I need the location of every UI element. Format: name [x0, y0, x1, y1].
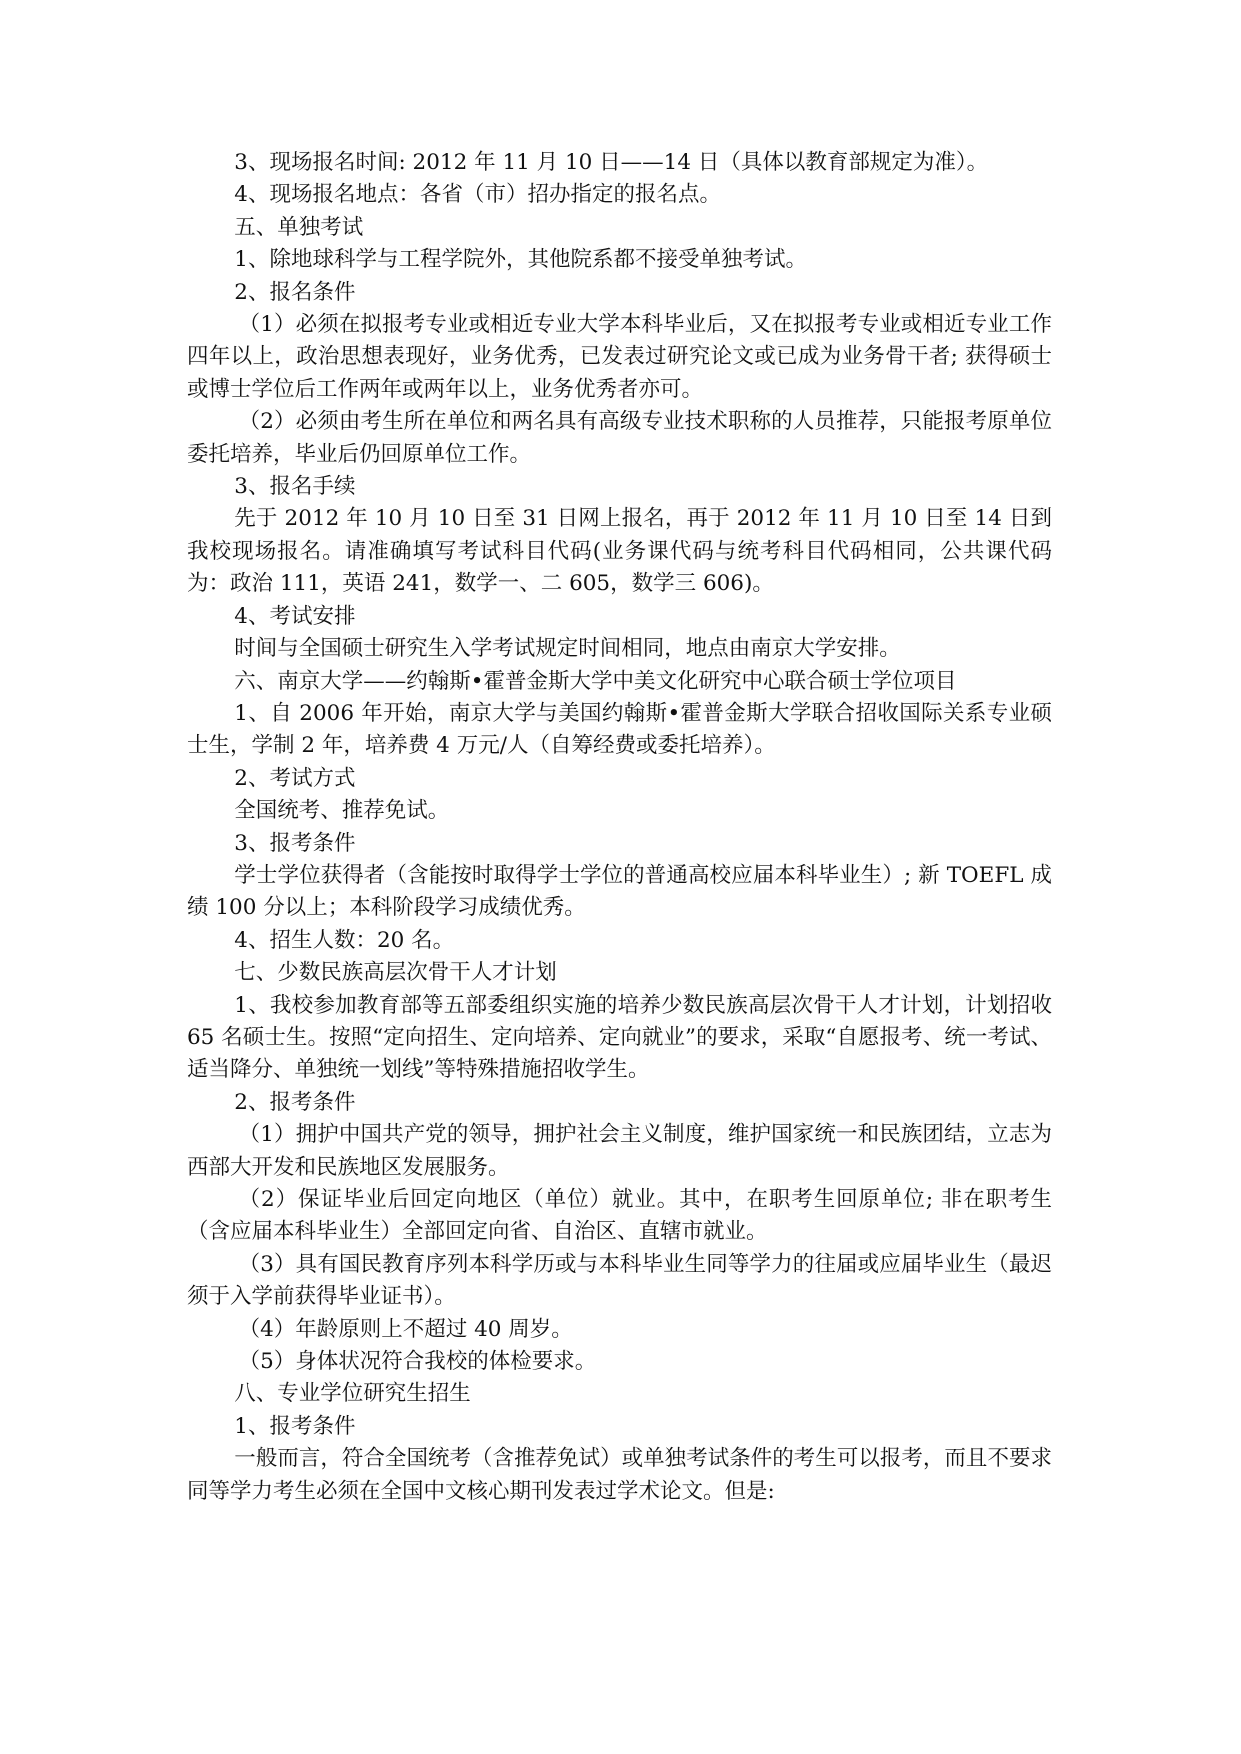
paragraph-onsite-registration-place: 4、现场报名地点：各省（市）招办指定的报名点。: [234, 182, 721, 208]
subheading-professional-conditions: 1、报考条件: [234, 1413, 356, 1439]
paragraph-onsite-registration-time: 3、现场报名时间: 2012 年 11 月 10 日——14 日（具体以教育部规定为准）。: [234, 150, 989, 175]
section-heading-professional-degree: 八、专业学位研究生招生: [234, 1381, 471, 1407]
paragraph-minority-condition-5: （5）身体状况符合我校的体检要求。: [238, 1349, 597, 1375]
subheading-exam-method: 2、考试方式: [234, 765, 356, 791]
paragraph-exam-method: 全国统考、推荐免试。: [234, 798, 450, 824]
paragraph-registration-procedure: 先于 2012 年 10 月 10 日至 31 日网上报名，再于 2012 年 11 月 10 日至 14 日到我校现场报名。请准确填写考试科目代码(业务课代码与统考科目代码相同，公共课代码为：政治 111，英语 241，数学一、二 605，数学三 606)。: [187, 506, 1052, 597]
subheading-registration-procedure: 3、报名手续: [234, 474, 356, 500]
paragraph-minority-condition-4: （4）年龄原则上不超过 40 周岁。: [238, 1316, 573, 1342]
paragraph-condition-2: （2）必须由考生所在单位和两名具有高级专业技术职称的人员推荐，只能报考原单位委托培养，毕业后仍回原单位工作。: [187, 409, 1052, 467]
document-body: [187, 147, 1052, 1508]
paragraph-enrollment-number: 4、招生人数：20 名。: [234, 927, 455, 953]
section-heading-hopkins-program: 六、南京大学——约翰斯•霍普金斯大学中美文化研究中心联合硕士学位项目: [234, 668, 957, 694]
paragraph-hopkins-program-intro: 1、自 2006 年开始，南京大学与美国约翰斯•霍普金斯大学联合招收国际关系专业硕士生，学制 2 年，培养费 4 万元/人（自筹经费或委托培养）。: [187, 700, 1052, 759]
paragraph-independent-exam-scope: 1、除地球科学与工程学院外，其他院系都不接受单独考试。: [234, 247, 807, 273]
paragraph-application-conditions: 学士学位获得者（含能按时取得学士学位的普通高校应届本科毕业生）; 新 TOEFL 成绩 100 分以上；本科阶段学习成绩优秀。: [187, 862, 1052, 921]
paragraph-exam-arrangement: 时间与全国硕士研究生入学考试规定时间相同，地点由南京大学安排。: [234, 636, 901, 662]
section-heading-independent-exam: 五、单独考试: [234, 214, 364, 240]
section-heading-minority-program: 七、少数民族高层次骨干人才计划: [234, 960, 557, 986]
subheading-minority-conditions: 2、报考条件: [234, 1089, 356, 1115]
paragraph-minority-program-intro: 1、我校参加教育部等五部委组织实施的培养少数民族高层次骨干人才计划，计划招收 65 名硕士生。按照“定向招生、定向培养、定向就业”的要求，采取“自愿报考、统一考试、适当降分、单独统一划线”等特殊措施招收学生。: [187, 992, 1052, 1083]
paragraph-professional-conditions: 一般而言，符合全国统考（含推荐免试）或单独考试条件的考生可以报考，而且不要求同等学力考生必须在全国中文核心期刊发表过学术论文。但是:: [187, 1446, 1052, 1504]
subheading-exam-arrangement: 4、考试安排: [234, 603, 356, 629]
paragraph-minority-condition-1: （1）拥护中国共产党的领导，拥护社会主义制度，维护国家统一和民族团结，立志为西部大开发和民族地区发展服务。: [187, 1122, 1052, 1180]
paragraph-minority-condition-3: （3）具有国民教育序列本科学历或与本科毕业生同等学力的往届或应届毕业生（最迟须于入学前获得毕业证书）。: [187, 1251, 1052, 1310]
paragraph-minority-condition-2: （2）保证毕业后回定向地区（单位）就业。其中，在职考生回原单位; 非在职考生（含应届本科毕业生）全部回定向省、自治区、直辖市就业。: [187, 1187, 1052, 1245]
subheading-registration-conditions: 2、报名条件: [234, 279, 356, 305]
paragraph-condition-1: （1）必须在拟报考专业或相近专业大学本科毕业后，又在拟报考专业或相近专业工作四年以上，政治思想表现好，业务优秀，已发表过研究论文或已成为业务骨干者; 获得硕士或博士学位后工作两年或两年以上，业务优秀者亦可。: [187, 312, 1052, 402]
subheading-application-conditions: 3、报考条件: [234, 830, 356, 856]
